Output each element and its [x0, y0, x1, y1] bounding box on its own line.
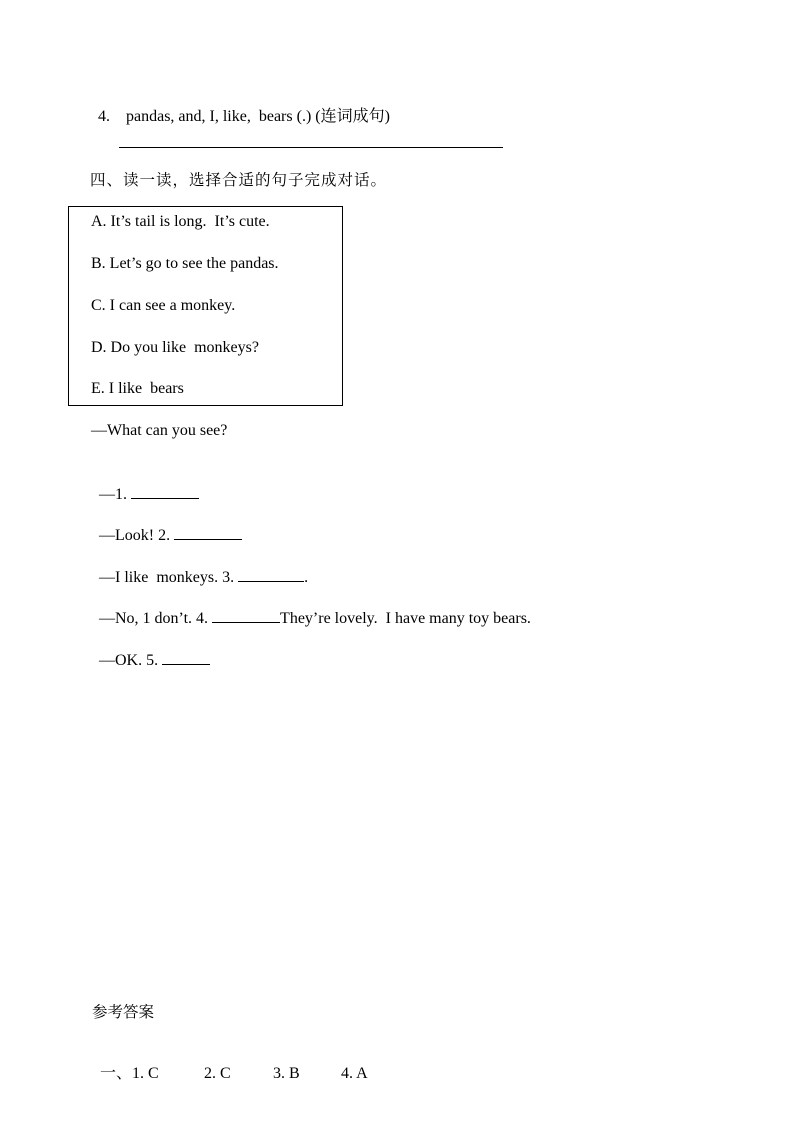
dialogue-line-1: —1.: [91, 463, 199, 505]
answer-3: 3. B: [273, 1065, 300, 1082]
dialogue-line-4: —No, 1 don’t. 4. They’re lovely. I have many toy bears.: [91, 587, 531, 629]
question-text: pandas, and, I, like, bears (.) (连词成句): [126, 108, 390, 125]
answer-key: [92, 1044, 368, 1084]
dialogue-line-2: —Look! 2.: [91, 504, 242, 546]
answer-1: 一、1. C: [100, 1065, 159, 1082]
section-title: 四、读一读，选择合适的句子完成对话。: [90, 171, 388, 189]
blank-4[interactable]: [212, 607, 280, 623]
blank-2[interactable]: [174, 524, 242, 540]
blank-5[interactable]: [162, 649, 210, 665]
answer-line: [119, 147, 503, 148]
answer-2: 2. C: [204, 1065, 231, 1082]
question-number: 4.: [98, 108, 110, 125]
option-e: E. I like bears: [91, 380, 184, 397]
dialogue-line-0: —What can you see?: [91, 422, 228, 439]
reference-answers-title: 参考答案: [92, 1003, 155, 1021]
answer-4: 4. A: [341, 1065, 368, 1082]
option-d: D. Do you like monkeys?: [91, 339, 259, 356]
option-a: A. It’s tail is long. It’s cute.: [91, 213, 270, 230]
blank-3[interactable]: [238, 566, 304, 582]
dialogue-line-3: —I like monkeys. 3. .: [91, 546, 308, 588]
blank-1[interactable]: [131, 483, 199, 499]
dialogue-line-5: —OK. 5.: [91, 629, 210, 671]
option-c: C. I can see a monkey.: [91, 297, 236, 314]
question-4: [90, 87, 390, 127]
option-b: B. Let’s go to see the pandas.: [91, 255, 279, 272]
